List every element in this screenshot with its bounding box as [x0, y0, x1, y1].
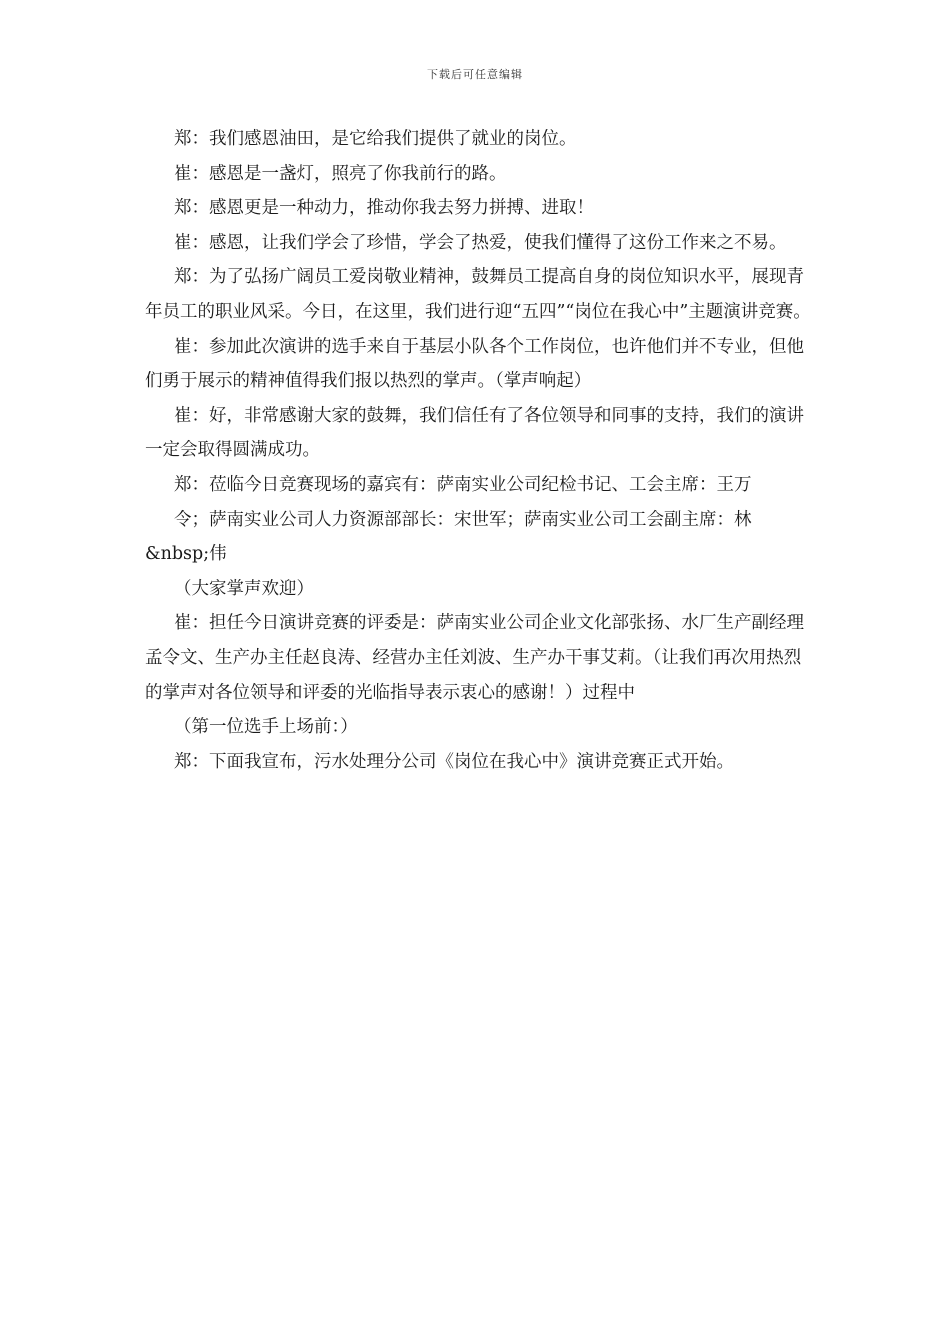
- paragraph-7: 崔：好，非常感谢大家的鼓舞，我们信任有了各位领导和同事的支持，我们的演讲一定会取得圆满成功。: [145, 405, 804, 461]
- paragraph-5: 郑：为了弘扬广阔员工爱岗敬业精神，鼓舞员工提高自身的岗位知识水平，展现青年员工的职业风采。今日，在这里，我们进行迎“五四”“岗位在我心中”主题演讲竞赛。: [145, 267, 811, 322]
- page-header-note: 下载后可任意编辑: [427, 68, 523, 81]
- paragraph-4: 崔：感恩，让我们学会了珍惜，学会了热爱，使我们懂得了这份工作来之不易。: [174, 232, 787, 253]
- paragraph-8: 郑：莅临今日竞赛现场的嘉宾有：萨南实业公司纪检书记、工会主席：王万: [174, 474, 752, 495]
- paragraph-12: 崔：担任今日演讲竞赛的评委是：萨南实业公司企业文化部张扬、水厂生产副经理孟令文、生产办主任赵良涛、经营办主任刘波、生产办干事艾莉。（让我们再次用热烈的掌声对各位领导和评委的光临指导表示衷心的感谢！）过程中: [145, 613, 804, 703]
- paragraph-6: 崔：参加此次演讲的选手来自于基层小队各个工作岗位，也许他们并不专业，但他们勇于展示的精神值得我们报以热烈的掌声。（掌声响起）: [145, 336, 804, 392]
- paragraph-13: （第一位选手上场前：）: [174, 717, 358, 738]
- paragraph-1: 郑：我们感恩油田，是它给我们提供了就业的岗位。: [174, 129, 577, 149]
- paragraph-3: 郑：感恩更是一种动力，推动你我去努力拼搏、进取！: [174, 198, 594, 219]
- paragraph-9: 令；萨南实业公司人力资源部部长：宋世军；萨南实业公司工会副主席：林: [174, 509, 752, 530]
- document-body: [145, 122, 813, 779]
- paragraph-14: 郑：下面我宣布，污水处理分公司《岗位在我心中》演讲竞赛正式开始。: [174, 751, 734, 772]
- paragraph-11: （大家掌声欢迎）: [174, 578, 314, 599]
- paragraph-2: 崔：感恩是一盏灯，照亮了你我前行的路。: [174, 163, 507, 184]
- paragraph-10: &nbsp;伟: [145, 544, 227, 565]
